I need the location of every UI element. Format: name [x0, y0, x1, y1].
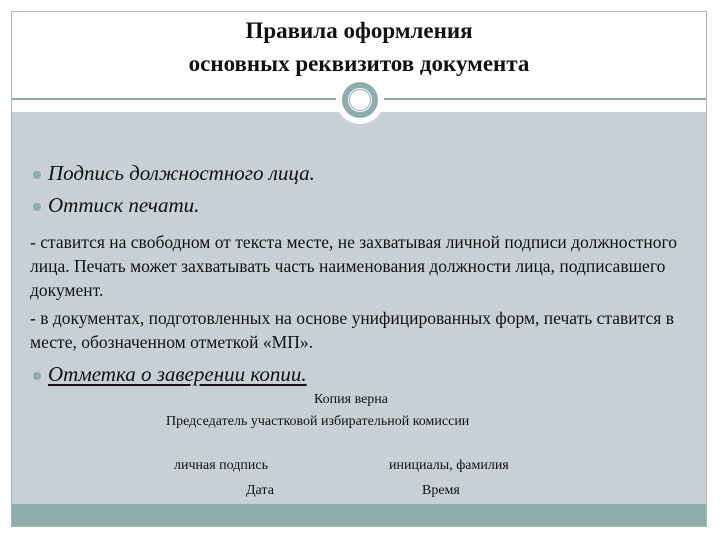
stamp-rule-2: - в документах, подготовленных на основе унифицированных форм, печать ставится в месте, обозначенном отметкой «МП». — [30, 308, 674, 352]
bullet-certification: Отметка о заверении копии. — [48, 362, 307, 386]
copy-sample-position: Председатель участковой избирательной комиссии — [166, 414, 470, 429]
bullet-dot-icon — [33, 171, 41, 179]
bullet-signature: Подпись должностного лица. — [48, 161, 315, 185]
slide-title-line-1: Правила оформления — [245, 18, 473, 43]
circle-emblem-icon — [336, 76, 384, 124]
emblem-inner-ring — [349, 89, 371, 111]
bullet-stamp: Оттиск печати. — [48, 193, 200, 217]
content-area — [12, 112, 706, 504]
bullet-dot-icon — [33, 372, 41, 380]
copy-sample-signature-label: личная подпись — [174, 458, 268, 473]
stamp-rule-1: - ставится на свободном от текста месте, не захватывая личной подписи должностного лица. Печать может захватывать часть наименования должности лица, подписавшего документ. — [30, 232, 677, 300]
copy-sample-verified: Копия верна — [314, 392, 389, 407]
copy-sample-name-label: инициалы, фамилия — [389, 458, 509, 473]
copy-sample-date-label: Дата — [246, 483, 274, 498]
copy-sample-time-label: Время — [422, 483, 460, 498]
slide-title-line-2: основных реквизитов документа — [188, 51, 530, 76]
footer-bar — [12, 504, 706, 526]
bullet-dot-icon — [33, 203, 41, 211]
